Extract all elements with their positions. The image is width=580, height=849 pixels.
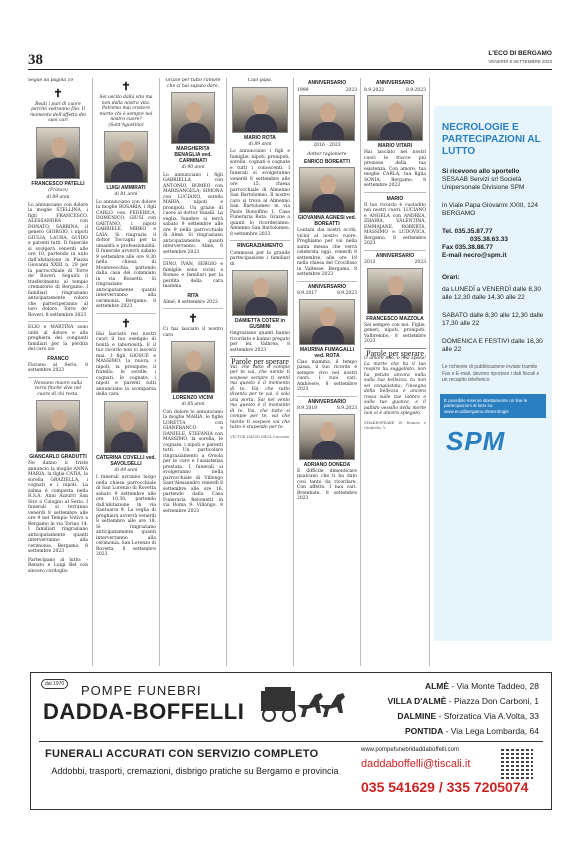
deceased-name: ADRIANO DONEDA: [303, 461, 351, 468]
deceased-name: MARIO VITARI: [377, 143, 413, 149]
deceased-name: GIANCARLO GRADUTTI: [29, 454, 87, 460]
quote: Grazie per tutto l'amore che ci hai saputo dare.: [165, 78, 221, 89]
anniversary-years: [297, 406, 357, 412]
quote: Ciao papà.: [247, 78, 273, 83]
year-from: 1999: [297, 87, 309, 93]
poem-box-title: Parole per sperare: [364, 348, 426, 357]
locations-list: [388, 679, 539, 739]
location-city: DALMINE: [397, 711, 437, 721]
deceased-name: LORENZO VICINI: [172, 395, 214, 401]
section-heading: ANNIVERSARIO: [307, 398, 347, 405]
obituary-text: Hai lasciato nei nostri cuori le tracce più preziose della tua esistenza. Con amore, tua moglie CARLA, tua figlia SONIA. Bergamo, 8 settembre 2023: [364, 150, 426, 188]
deceased-age: di 85 anni: [181, 402, 205, 407]
year-to: 2023: [345, 87, 357, 93]
ad-subtitle: POMPE FUNEBRI: [81, 683, 202, 698]
deceased-age: di 89 anni: [248, 141, 272, 147]
funeral-home-ad: [30, 672, 552, 810]
section-heading: ANNIVERSARIO: [307, 283, 347, 290]
location-address: - Sforzatica Via A.Volta, 33: [436, 711, 539, 721]
continued-note: Segue da pagina 10: [28, 78, 74, 83]
deceased-name: RITA: [187, 292, 199, 299]
page-number: 38: [28, 52, 43, 68]
hours-title: Orari:: [442, 274, 460, 281]
year-to: 8.9.2023: [336, 406, 357, 411]
divider: [96, 313, 156, 314]
deceased-name: CATERINA COVELLI ved. SAVOLDELLI: [96, 454, 156, 467]
portrait-photo: [367, 95, 423, 141]
horse-carriage-icon: [257, 683, 349, 723]
info-sidebar: [434, 106, 552, 641]
obituary-text: Con dolore lo annunciano la moglie MARIA, le figlie LORETTA con GIANFRANCO e DANIELE, STEFANIA con MASSIMO, la sorella, le cognate, i nipoti e parenti tutti. Un particolare ringraziamento a Orsola per le cure e l'assistenza prestata. I funerali si svolgeranno nella parrocchiale di Villongo Sant'Alessandro venerdì 8 settembre alle ore 16, partendo dalla Casa Funeraria Belometti in via Roma 9. Villongo, 8 settembre 2023: [163, 409, 223, 514]
obituary-text: ELIO e MARTINA sono uniti al dolore e alla preghiera dei congiunti familiari per la perdita del caro zio: [28, 325, 88, 352]
obituary-text: Ciao mamma, il tempo passa, il tuo ricordo è sempre vivo nei nostri cuori. I tuoi cari. Ambivere, 8 settembre 2023: [297, 359, 357, 392]
phone-number-2[interactable]: 035.38.63.33: [470, 236, 508, 243]
divider: [297, 396, 357, 397]
cross-icon: ✝: [121, 80, 131, 93]
publication-name: L'ECO DI BERGAMO: [488, 50, 552, 57]
location-address: - Via Lega Lombarda, 64: [443, 726, 539, 736]
deceased-age: di 81 anni: [114, 192, 138, 197]
deceased-age: di 89 anni: [114, 467, 138, 473]
deceased-name: ENRICO BOREATTI: [303, 159, 351, 165]
anniversary-years: [297, 291, 357, 297]
page-header: [28, 48, 552, 70]
obituary-column-4: [230, 78, 290, 666]
obituary-text: Lo annunciano con dolore la moglie ROSARIA, i figli CARLO con FEDERICA, DOMENICO, GIUSI con GAETANO, i nipoti GABRIELE, MIRKO e LAIA. Si ringrazia il dottor Toccagni per la umanità e professionalità. Il funerale avverrà sabato 9 settembre alle ore 9.30 nella chiesa di Montevecchia, partendo dalla casa del commiato in via Rossetti. Si ringraziano anticipatamente quanti interverranno alla cerimonia. Bergamo, 8 settembre 2023: [96, 199, 156, 309]
deceased-name: LUIGI AMMIRATI: [106, 185, 146, 191]
quote: Nessuno muore sulla terra finché vive nel cuore di chi resta.: [33, 380, 83, 397]
poem-author: SHAKESPEARE W. Romeo e Giulietta, V: [364, 419, 426, 430]
office-address: in Viale Papa Giovanni XXIII, 124 BERGAMO: [442, 202, 538, 217]
obituary-text: Fiorano al Serio, 8 settembre 2023: [28, 362, 88, 373]
poem-text: O amore mio, o mia sposa! La morte che ha il tuo respiro ha suggellato, non ha potuto ancora nulla sulla tua bellezza: tu non sei conquistata; l'insegna della bellezza è ancora rossa sulle tue labbra e sulle tue guance, e il pallido vessillo della morte non vi è ancora spiegato.: [364, 356, 426, 416]
column-divider: [360, 78, 361, 666]
ad-brand: DADDA-BOFFELLI: [43, 699, 245, 724]
portrait-photo: [367, 268, 423, 314]
obituary-text: Lo annunciano i figli GABRIELLA con ANTONIO, ROMEO con MARISANGELA, SIMONA con LUCIANO, sorella MARIA, nipoti e pronipoti. Un grazie di cuore al dottor Vasalli. La veglia funebre si terrà sabato 9 settembre alle ore 9 nella parrocchiale di Almè. Si ringraziano anticipatamente quanti interverranno. Almè, 8 settembre 2023: [163, 172, 223, 255]
anniversary-years: [364, 88, 426, 94]
ad-services: Addobbi, trasporti, cremazioni, disbrigo pratiche su Bergamo e provincia: [51, 766, 339, 776]
location-4: [388, 724, 539, 739]
location-address: - Via Monte Taddeo, 28: [449, 681, 539, 691]
anniversary-years: [364, 260, 426, 266]
obituary-text: È difficile dimenticare qualcuno che ti ha dato così tanto da ricordare. Con affetto. I tuoi cari. Brembate, 8 settembre 2023: [297, 468, 357, 501]
section-heading: ANNIVERSARIO: [375, 80, 415, 86]
email-address[interactable]: E-mail necro@spm.it: [442, 252, 507, 259]
year-from: 8.9.2017: [297, 291, 318, 296]
year-to: 2023: [414, 260, 426, 265]
sidebar-title: NECROLOGIE E PARTECIPAZIONI AL LUTTO: [442, 122, 541, 157]
portrait-photo: [36, 400, 80, 452]
deceased-name: GIOVANNA AGNESI ved. BOREATTI: [297, 215, 357, 227]
divider: [230, 240, 290, 241]
location-address: - Piazza Don Carboni, 1: [446, 696, 539, 706]
column-divider: [226, 78, 227, 666]
hours-weekdays: da LUNEDÌ a VENERDÌ dalle 8,30 alle 12,30 dalle 14,30 alle 22: [442, 286, 541, 301]
location-city: VILLA D'ALMÈ: [387, 696, 447, 706]
column-divider: [293, 78, 294, 666]
cross-icon: ✝: [188, 312, 198, 325]
obituary-text: Ci hai lasciato il nostro caro: [163, 327, 223, 338]
title-prefix: dottor ragioniere: [307, 151, 347, 157]
year-from: 8.9.2022: [364, 87, 385, 93]
anniversary-years: 2016 · 2023: [313, 143, 341, 148]
obituary-column-2: [96, 78, 156, 666]
deceased-name: FRANCO: [47, 355, 69, 362]
deceased-name: MAURINA FUMAGALLI ved. ROTA: [299, 346, 355, 359]
online-submission-box[interactable]: È possibile inserire direttamente on line le partecipazioni al lutto su: www.ecodibergamo.it/necrologie: [440, 394, 546, 419]
divider: [297, 281, 357, 282]
ad-website[interactable]: www.pompefunebridaddaboffelli.com: [361, 747, 459, 753]
cross-icon: ✝: [53, 86, 63, 100]
obituary-column-1: [28, 78, 88, 666]
fax-number: Fax 035.38.88.77: [442, 244, 493, 251]
deceased-nickname: (Franco): [48, 187, 68, 193]
portrait-photo: [171, 341, 215, 393]
ad-phone[interactable]: 035 541629 / 335 7205074: [361, 779, 529, 795]
section-heading: ANNIVERSARIO: [375, 252, 415, 259]
year-from: 2013: [364, 260, 376, 265]
qr-code-icon[interactable]: [501, 747, 533, 779]
anniversary-years: [297, 88, 357, 94]
ad-email[interactable]: daddaboffelli@tiscali.it: [361, 758, 471, 770]
hours-saturday: SABATO dalle 8,30 alle 12,30 dalle 17,30 alle 22: [442, 312, 544, 327]
obituary-column-5: [297, 78, 357, 666]
portrait-photo: [171, 92, 215, 144]
company-name: SESAAB Servizi srl Società Unipersonale Divisione SPM: [442, 176, 525, 191]
portrait-photo: [232, 87, 288, 133]
publication-date: VENERDÌ 8 SETTEMBRE 2023: [488, 59, 552, 64]
column-divider: [429, 78, 430, 666]
poem-text: Vai, che tutto si compie per te vai, che niente ti sospese sempre ti sentii ma questo è il momento di te. Vai, che tutto diventa per te vai, è solo una porta. Sai nel vento ma questo è il momento di te. Vai, che tutto si compie per te, vai che niente ti sospese vai che tutto è stupendo per te.: [230, 364, 290, 430]
poem-author: VICTOR DAVID MÍOL Lucerna: [230, 433, 290, 439]
section-heading: RINGRAZIAMENTO: [237, 243, 283, 249]
portrait-photo: [232, 270, 288, 316]
ad-divider: [39, 741, 543, 742]
since-badge: dal 1970: [41, 679, 68, 689]
obituary-column-6: [364, 78, 426, 666]
location-2: [388, 694, 539, 709]
year-to: 8.9.2023: [405, 87, 426, 93]
obituary-text: Almè, 8 settembre 2023: [163, 299, 218, 305]
deceased-name: DAMIETTA COTER in GUSMINI: [235, 318, 285, 330]
location-3: [388, 709, 539, 724]
divider: [163, 258, 223, 259]
deceased-age: di 89 anni: [46, 195, 70, 200]
obituary-text: ringraziano quanti hanno ricordato e hanno pregato per lei. Valbrea, 8 settembre 2023: [230, 331, 290, 353]
portrait-photo: [299, 167, 355, 213]
intro-text: Si ricevono allo sportello: [442, 168, 520, 175]
portrait-photo: [36, 127, 80, 179]
obituary-text: DINO, IVAN, SERGIO e famiglie sono vicini a Romeo e familiari per la perdita della cara mamma: [163, 262, 223, 289]
year-to: 8.9.2023: [336, 291, 357, 296]
quote: Sei uscito dalla vita ma non dalla nostra vita. Potremo mai credere morto chi è sempre nel nostro cuore? (Sant'Agostino): [99, 95, 153, 128]
spm-logo: SPM: [446, 426, 506, 456]
deceased-age: di 90 anni: [181, 165, 205, 170]
divider: [163, 308, 223, 309]
deceased-name: FRANCESCO MAZZOLA: [366, 315, 424, 322]
hours-sunday: DOMENICA E FESTIVI dalle 16,30 alle 22: [442, 338, 543, 353]
section-heading: ANNIVERSARIO: [307, 80, 347, 86]
obituary-text: Commossi per la grande partecipazione i familiari di: [230, 250, 290, 267]
portrait-photo: [104, 131, 148, 183]
location-city: PONTIDA: [404, 726, 444, 736]
deceased-name: MARIO: [386, 195, 404, 202]
portrait-photo: [299, 414, 355, 460]
obituary-text: Partecipano al lutto: - Renato e Luigi Bel con sincero cordoglio: [28, 557, 88, 574]
deceased-name: FRANCESCO PATELLI: [31, 180, 85, 187]
portrait-photo: [299, 95, 355, 141]
quote: Beati i puri di cuore perché vedranno Dio. Il momento dell'affetto dei suoi cari: [30, 101, 86, 123]
submission-note: Le richieste di pubblicazione inviate tramite Fax e E-mail, devono riportare i dati fiscali e un recapito telefonico: [442, 364, 540, 383]
obituary-text: Sei sempre con noi. Figlie, generi, nipoti, pronipoti. Valbrembo, 8 settembre 2023: [364, 322, 426, 344]
location-1: [388, 679, 539, 694]
ad-slogan: FUNERALI ACCURATI CON SERVIZIO COMPLETO: [45, 748, 319, 760]
poem-box-title: Parole per sperare: [231, 357, 289, 366]
phone-number[interactable]: Tel. 035.35.87.77: [442, 228, 493, 235]
obituary-text: Ne danno il triste annuncio la moglie ANNA MARIA, la figlia CATIA, la sorella GRAZIELLA, i cognati e i nipoti. La salma è composta nella R.S.A. Anni Azzurri San Siro a Cologno al Serio. I funerali si terranno venerdì 8 settembre alle ore 9 nel Tempio Votivo a Bergamo in via Torino 14. I familiari ringraziano anticipatamente quanti interverranno alla cerimonia. Bergamo, 8 settembre 2023: [28, 461, 88, 554]
obituary-text: Il tuo ricordo è custodito nei nostri cuori. LUCIANO e ANGELA con ANDREA, ZHAIRA, VALENTINA, EMMAJANE, ROBERTA, MASSIMO e LUDOVICA. Bergamo, 8 settembre 2023: [364, 202, 426, 246]
office-info: [442, 168, 544, 192]
divider: [28, 377, 88, 378]
obituary-text: Lontani dai nostri occhi, vicini al nostro cuore. Preghiamo per voi nella santa messa che verrà celebrata oggi, venerdì 8 settembre, alle ore 18 nella chiesa del Crocifisso in Valtesse. Bergamo, 8 settembre 2023: [297, 228, 357, 277]
deceased-name: MARIO ROTA: [244, 134, 276, 141]
year-from: 8.9.2018: [297, 406, 318, 411]
obituary-column-3: [163, 78, 223, 666]
divider: [28, 321, 88, 322]
obituary-text: Hai lasciato nei nostri cuori il tuo esempio di bontà e laboriosità. E il tuo ricordo non ci lascerà mai. I figli GIOSUÈ e MASSIMO, la nuora, i nipoti, la pronipote, il fratello, le sorelle, i cognati, le cognate, i nipoti e parenti tutti annunciano la scomparsa della cara: [96, 331, 156, 397]
obituary-text: Lo annunciano i figli e famiglie, nipoti, pronipoti, sorella, cognati e cognate e tutti i conoscenti. I funerali si svolgeranno venerdì 8 settembre alle ore 15, chiesa parrocchiale di Almenno San Bartolomeo. Il nostro caro si trova al Almenno San Bartolomeo in via Paolo Bonolfino 1, Casa Funeraria Rota. Grazie a quanti lo ricorderanno. Almenno San Bartolomeo, 8 settembre 2023: [230, 149, 290, 237]
contacts: [442, 228, 544, 260]
column-divider: [92, 78, 93, 666]
divider: [364, 250, 426, 251]
portrait-photo: [299, 299, 355, 345]
location-city: ALMÈ: [424, 681, 450, 691]
portrait-photo: [104, 401, 148, 453]
deceased-name: MARGHERITA BENAGLIA ved. CARMINATI: [174, 146, 212, 164]
obituary-text: I funerali avranno luogo nella chiesa parrocchiale di San Lorenzo di Rovetta sabato 9 settembre alle ore 10.30, partendo dall'abitazione in via Santuario 9. La veglia di preghiera avverrà venerdì 8 settembre alle ore 18. Si ringraziano anticipatamente quanti interverranno alla cerimonia. San Lorenzo di Rovetta, 8 settembre 2023: [96, 475, 156, 557]
divider: [364, 192, 426, 193]
cross-icon: ✝: [121, 316, 131, 330]
column-divider: [159, 78, 160, 666]
obituary-text: Lo annunciano con dolore la moglie STELLINA, i figli FRANCESCO, ALESSANDRA con DONATO, SABRINA, il genero GIORGIO, i nipoti GIULIA, LAURA, GUIDO e parenti tutti. Il funerale si svolgerà venerdì alle ore 10, partendo in auto dall'abitazione in Piazza Giovanni XXIII n. 29 per la parrocchiale di Torre de' Roveri. Seguirà il trasferimento al tempio crematorio di Bergamo. I familiari ringraziano anticipatamente coloro che parteciperanno al loro dolore. Torre de' Roveri, 8 settembre 2023: [28, 202, 88, 318]
